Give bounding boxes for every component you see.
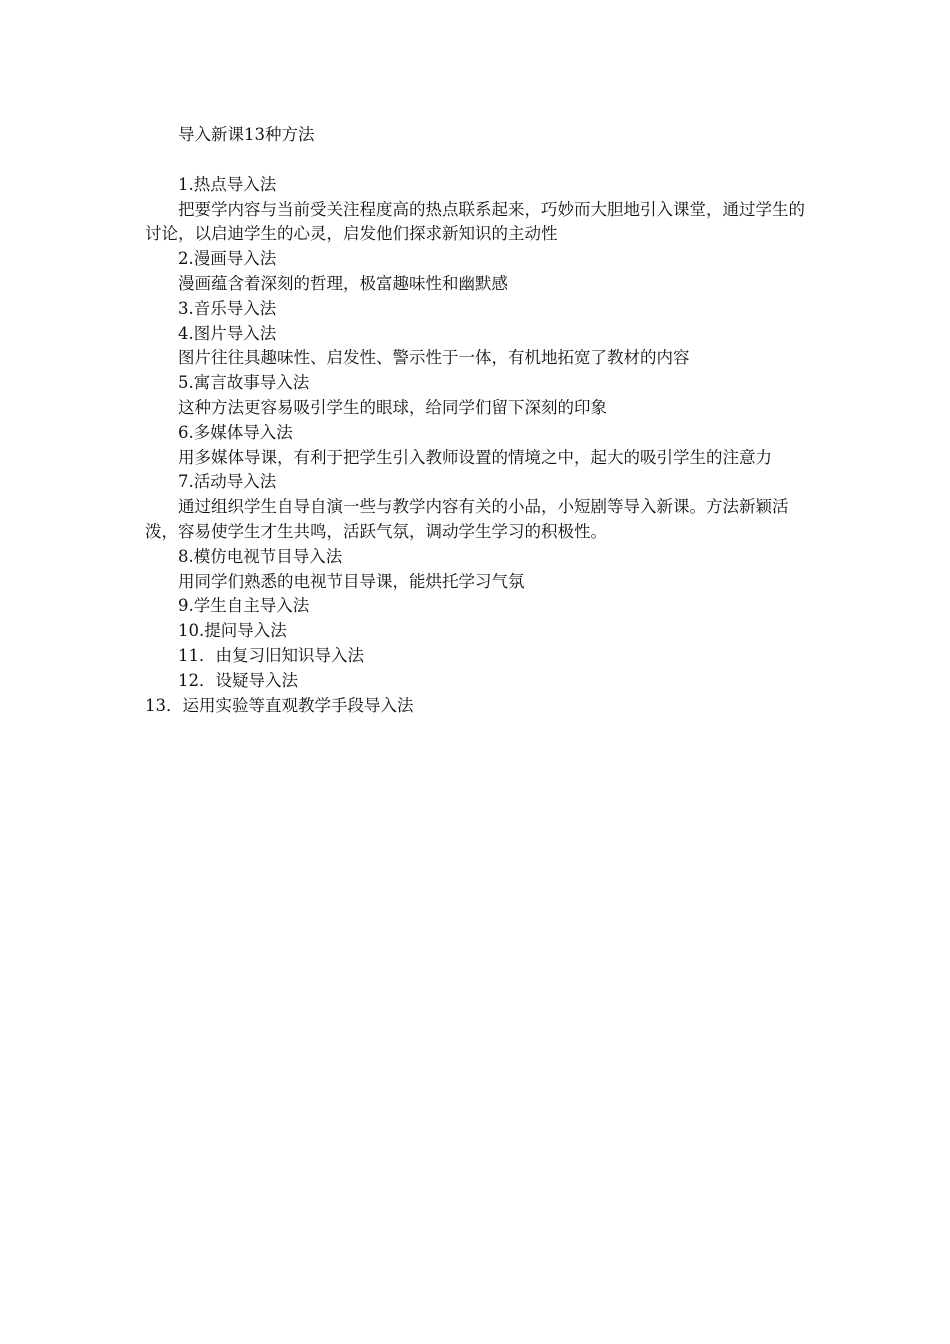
item-heading-8: 8.模仿电视节目导入法	[178, 546, 343, 566]
item-heading-11: 11．由复习旧知识导入法	[178, 645, 364, 665]
item-heading-6: 6.多媒体导入法	[178, 422, 293, 442]
item-heading-7: 7.活动导入法	[178, 472, 277, 492]
item-desc-4: 图片往往具趣味性、启发性、警示性于一体，有机地拓宽了教材的内容	[178, 348, 690, 368]
item-desc-2: 漫画蕴含着深刻的哲理，极富趣味性和幽默感	[178, 273, 508, 293]
item-heading-5: 5.寓言故事导入法	[178, 373, 310, 393]
item-heading-12: 12．设疑导入法	[178, 670, 298, 690]
document-body	[145, 123, 813, 718]
item-heading-10: 10.提问导入法	[178, 621, 287, 641]
item-heading-1: 1.热点导入法	[178, 174, 277, 194]
item-desc-7: 通过组织学生自导自演一些与教学内容有关的小品，小短剧等导入新课。方法新颖活泼，容易使学生才生共鸣，活跃气氛，调动学生学习的积极性。	[145, 497, 789, 541]
item-heading-3: 3.音乐导入法	[178, 298, 277, 318]
item-heading-9: 9.学生自主导入法	[178, 596, 310, 616]
item-desc-5: 这种方法更容易吸引学生的眼球，给同学们留下深刻的印象	[178, 397, 607, 417]
document-title: 导入新课13种方法	[178, 125, 315, 144]
item-desc-6: 用多媒体导课，有利于把学生引入教师设置的情境之中，起大的吸引学生的注意力	[178, 447, 772, 467]
item-heading-2: 2.漫画导入法	[178, 249, 277, 269]
item-desc-8: 用同学们熟悉的电视节目导课，能烘托学习气氛	[178, 571, 525, 591]
item-heading-13: 13．运用实验等直观教学手段导入法	[145, 695, 414, 715]
item-desc-1: 把要学内容与当前受关注程度高的热点联系起来，巧妙而大胆地引入课堂，通过学生的讨论，以启迪学生的心灵，启发他们探求新知识的主动性	[145, 199, 805, 244]
item-heading-4: 4.图片导入法	[178, 323, 277, 343]
